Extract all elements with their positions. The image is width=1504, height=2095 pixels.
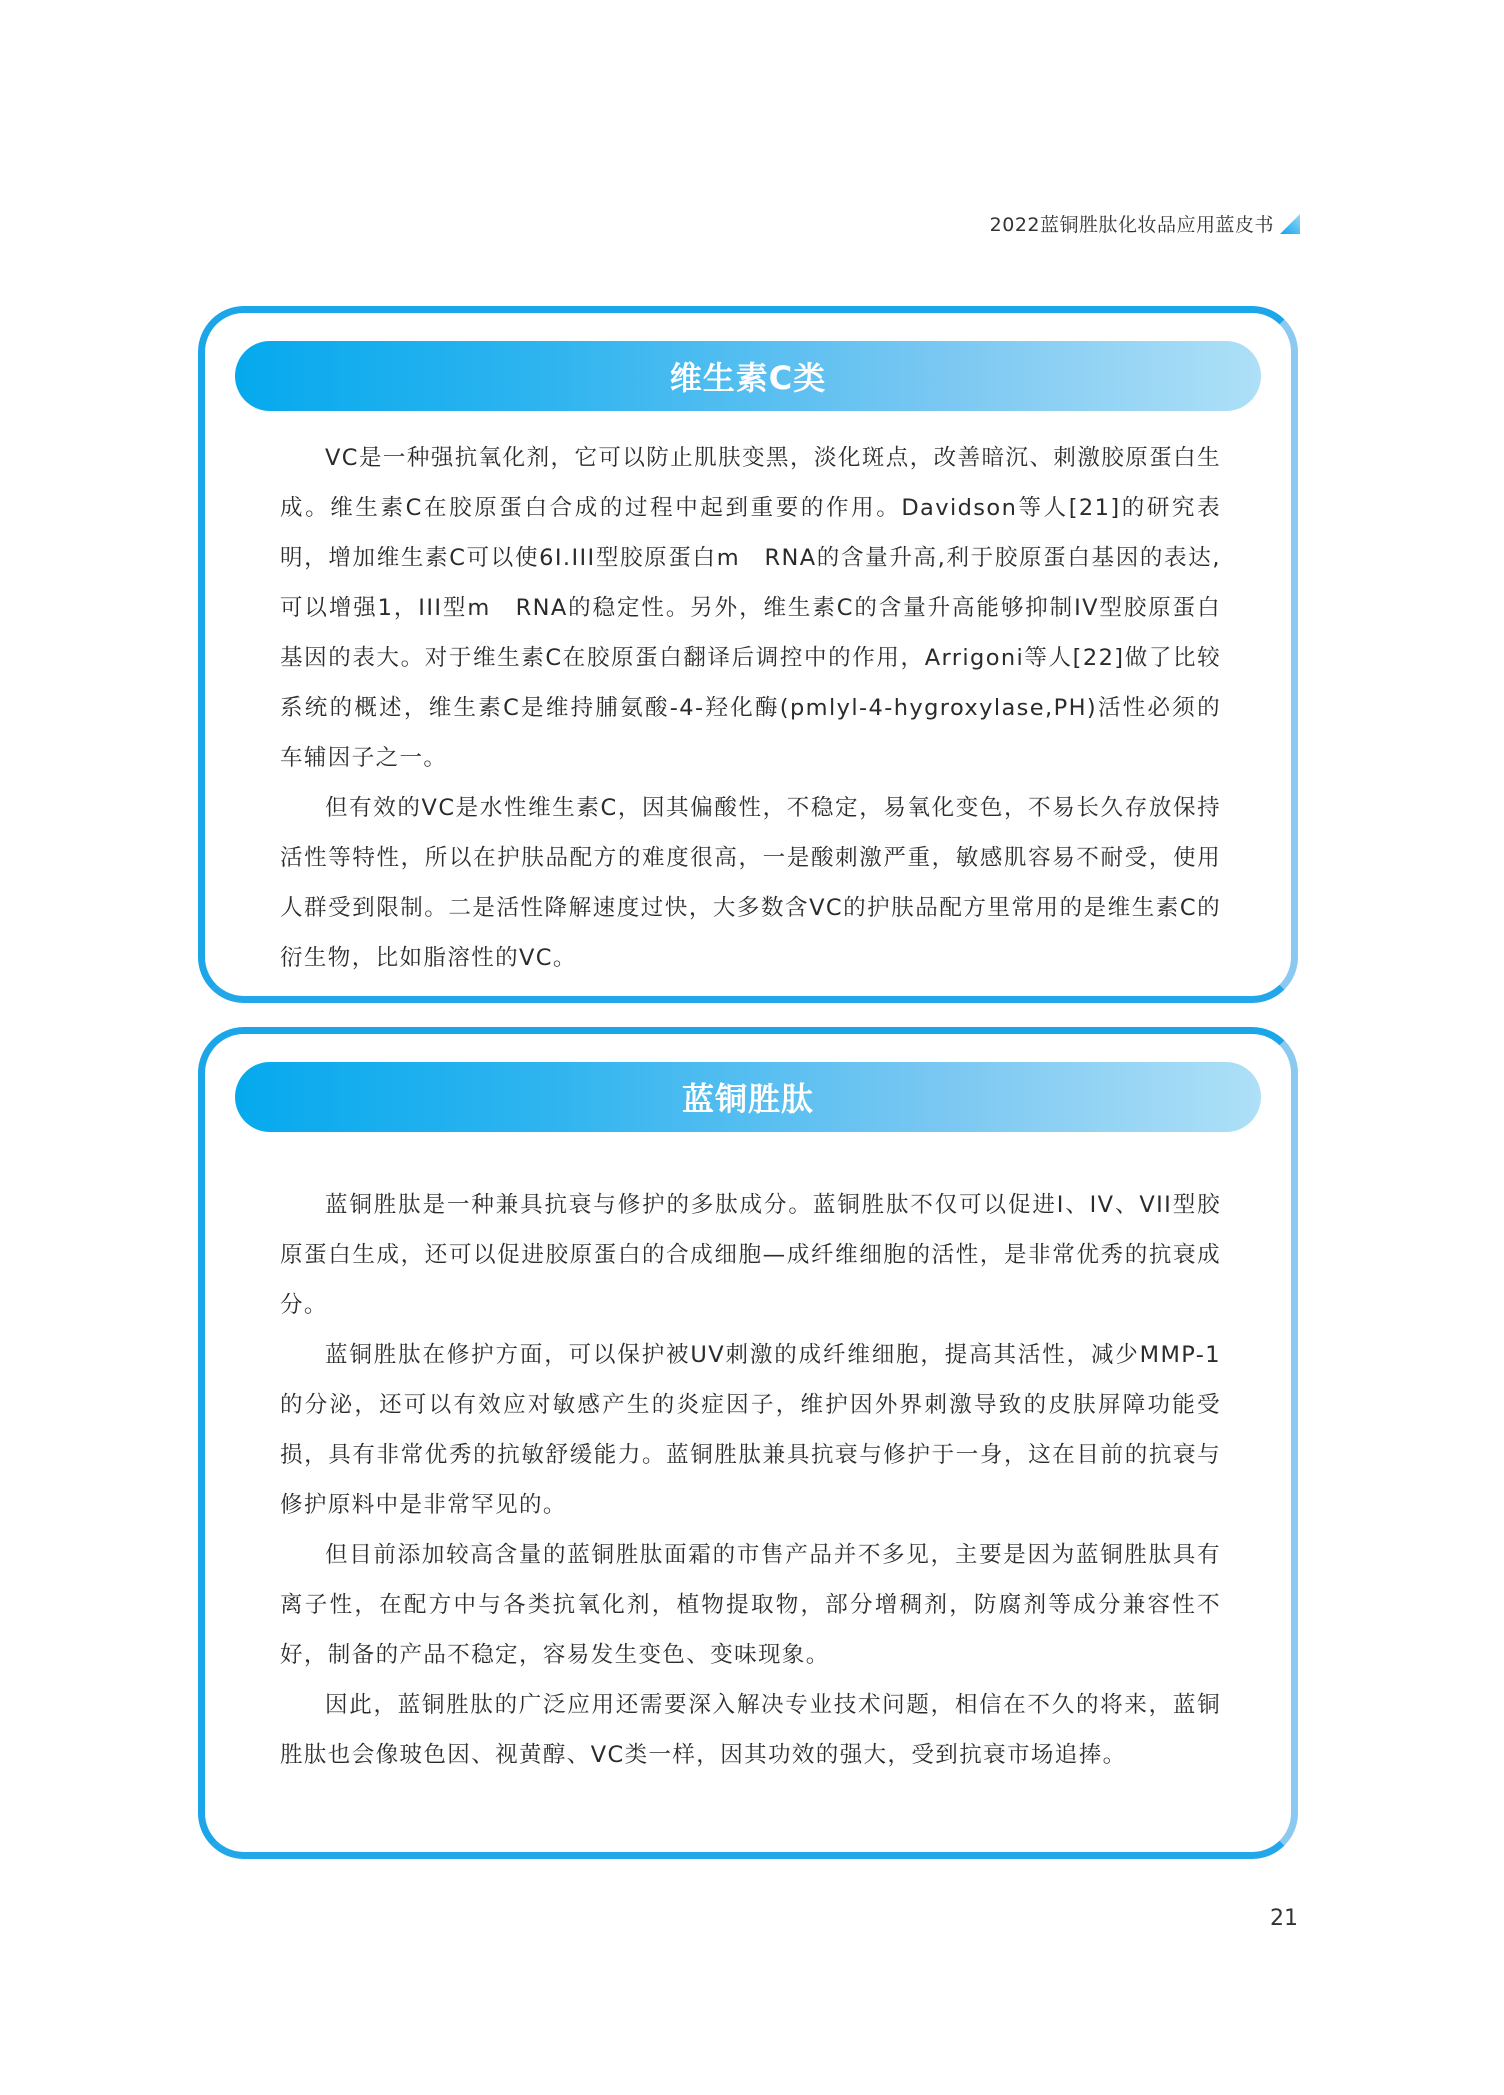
section-banner <box>235 341 1261 411</box>
paragraph: 但有效的VC是水性维生素C，因其偏酸性，不稳定，易氧化变色，不易长久存放保持活性等特性，所以在护肤品配方的难度很高，一是酸刺激严重，敏感肌容易不耐受，使用人群受到限制。二是活性降解速度过快，大多数含VC的护肤品配方里常用的是维生素C的衍生物，比如脂溶性的VC。 <box>280 795 1221 971</box>
vitamin-c-section <box>198 306 1298 1003</box>
paragraph: 但目前添加较高含量的蓝铜胜肽面霜的市售产品并不多见，主要是因为蓝铜胜肽具有离子性，在配方中与各类抗氧化剂，植物提取物，部分增稠剂，防腐剂等成分兼容性不好，制备的产品不稳定，容易发生变色、变味现象。 <box>280 1542 1221 1668</box>
section-title: 蓝铜胜肽 <box>681 1080 814 1118</box>
section-banner <box>235 1062 1261 1132</box>
running-header-title: 2022蓝铜胜肽化妆品应用蓝皮书 <box>989 214 1274 236</box>
copper-peptide-section <box>198 1027 1298 1859</box>
page-number: 21 <box>1270 1906 1298 1931</box>
paragraph: 蓝铜胜肽是一种兼具抗衰与修护的多肽成分。蓝铜胜肽不仅可以促进I、IV、VII型胶原蛋白生成，还可以促进胶原蛋白的合成细胞—成纤维细胞的活性，是非常优秀的抗衰成分。 <box>280 1192 1221 1318</box>
header-triangle-icon <box>1278 212 1302 236</box>
paragraph: VC是一种强抗氧化剂，它可以防止肌肤变黑，淡化斑点，改善暗沉、刺激胶原蛋白生成。维生素C在胶原蛋白合成的过程中起到重要的作用。Davidson等人[21]的研究表明，增加维生素C可以使6I.III型胶原蛋白m RNA的含量升高,利于胶原蛋白基因的表达,可以增强1，III型m RNA的稳定性。另外，维生素C的含量升高能够抑制IV型胶原蛋白基因的表大。对于维生素C在胶原蛋白翻译后调控中的作用，Arrigoni等人[22]做了比较系统的概述，维生素C是维持脯氨酸-4-羟化酶(pmlyl-4-hygroxylase,PH)活性必须的车辅因子之一。 <box>280 445 1221 771</box>
paragraph: 因此，蓝铜胜肽的广泛应用还需要深入解决专业技术问题，相信在不久的将来，蓝铜胜肽也会像玻色因、视黄醇、VC类一样，因其功效的强大，受到抗衰市场追捧。 <box>280 1692 1221 1768</box>
section-body <box>280 433 1221 983</box>
paragraph: 蓝铜胜肽在修护方面，可以保护被UV刺激的成纤维细胞，提高其活性，减少MMP-1的分泌，还可以有效应对敏感产生的炎症因子，维护因外界刺激导致的皮肤屏障功能受损，具有非常优秀的抗敏舒缓能力。蓝铜胜肽兼具抗衰与修护于一身，这在目前的抗衰与修护原料中是非常罕见的。 <box>280 1342 1221 1518</box>
section-title: 维生素C类 <box>669 359 827 397</box>
section-body <box>280 1180 1221 1780</box>
